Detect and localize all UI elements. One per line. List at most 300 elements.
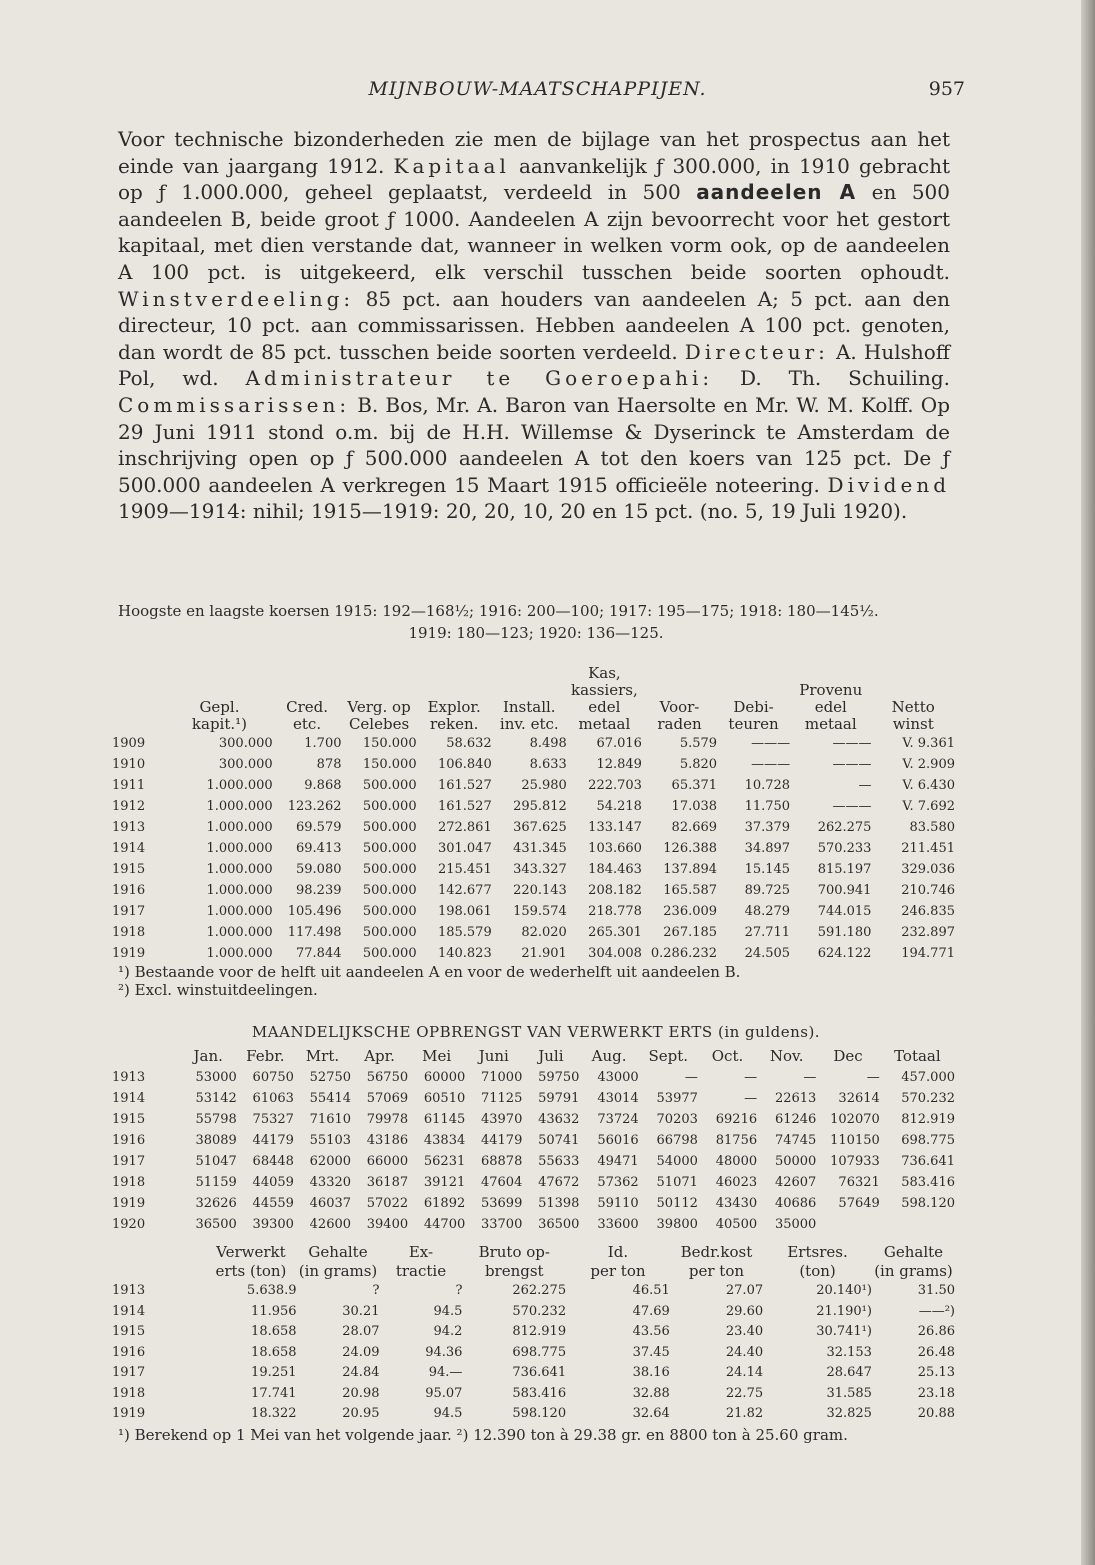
table-cell: ——²) xyxy=(918,1303,955,1319)
table-cell: 570.232 xyxy=(512,1303,567,1319)
table-row xyxy=(112,1322,955,1343)
table-cell: 81756 xyxy=(715,1133,758,1148)
year-cell: 1915 xyxy=(112,1112,146,1127)
table-cell: 218.778 xyxy=(588,904,642,919)
year-cell: 1914 xyxy=(112,841,146,856)
table-cell: 31.585 xyxy=(826,1385,872,1401)
table-cell: 68878 xyxy=(480,1154,523,1169)
table-cell: 1.000.000 xyxy=(206,883,273,898)
table-cell xyxy=(112,1262,205,1281)
table-cell: 457.000 xyxy=(901,1070,955,1085)
table-cell: Totaal xyxy=(894,1047,941,1065)
table-cell: — xyxy=(744,1091,758,1106)
table-row xyxy=(112,1214,955,1235)
table-cell: Bruto op- xyxy=(478,1243,550,1261)
table-cell: 49471 xyxy=(597,1154,639,1169)
table-row xyxy=(112,1088,955,1109)
table-cell: 150.000 xyxy=(362,736,417,751)
table-cell: 295.812 xyxy=(513,799,567,814)
table-cell: 500.000 xyxy=(362,778,417,793)
table-cell: Ertsres. xyxy=(787,1243,848,1261)
year-cell: 1918 xyxy=(112,925,146,940)
table-cell: Celebes xyxy=(348,715,410,733)
table-cell: 44179 xyxy=(252,1133,294,1148)
table-cell: Voor- xyxy=(659,698,700,716)
table-cell: Apr. xyxy=(364,1047,395,1065)
table-cell: 1.700 xyxy=(304,736,342,751)
table-cell: 5.820 xyxy=(679,757,718,772)
table-cell: 1.000.000 xyxy=(206,778,273,793)
table-cell: 5.579 xyxy=(679,736,718,751)
table-cell: 736.641 xyxy=(901,1154,955,1169)
table-cell: 43430 xyxy=(715,1196,758,1211)
ore-table xyxy=(112,1243,955,1425)
table-cell: edel xyxy=(814,698,847,716)
header-row xyxy=(112,699,955,716)
table-cell: 43320 xyxy=(309,1175,352,1190)
table-cell: 736.641 xyxy=(512,1365,567,1380)
table-cell: metaal xyxy=(804,715,857,733)
table-cell: 18.658 xyxy=(251,1324,297,1339)
table-cell: 40500 xyxy=(715,1217,758,1232)
year-cell: 1919 xyxy=(112,1196,146,1211)
table-cell: 105.496 xyxy=(287,904,342,919)
table-cell: 21.190¹) xyxy=(816,1303,872,1319)
table-cell: 301.047 xyxy=(437,841,492,856)
table-cell: 26.86 xyxy=(917,1324,955,1339)
header-row xyxy=(112,682,955,699)
table-cell: Kas, xyxy=(588,664,621,682)
table-cell: 367.625 xyxy=(513,820,567,835)
table-cell: 65.371 xyxy=(671,778,718,793)
table-cell: 57022 xyxy=(366,1196,409,1211)
year-cell: 1920 xyxy=(112,1217,146,1232)
monthly-table-body xyxy=(112,1067,955,1235)
year-cell: 1914 xyxy=(112,1091,146,1106)
table-cell: 500.000 xyxy=(362,925,417,940)
table-cell: 583.416 xyxy=(901,1175,955,1190)
table-cell: 69.579 xyxy=(296,820,342,835)
table-cell: 71610 xyxy=(309,1112,352,1127)
table-cell xyxy=(166,665,272,682)
table-cell: Juni xyxy=(478,1047,509,1065)
table-cell: 67.016 xyxy=(596,736,642,751)
table-cell: 56750 xyxy=(366,1070,409,1085)
table-cell: 812.919 xyxy=(901,1112,955,1127)
table-cell xyxy=(492,665,567,682)
table-cell: 26.48 xyxy=(917,1344,955,1360)
table-cell: 53699 xyxy=(480,1196,523,1211)
table-cell: 500.000 xyxy=(362,841,417,856)
year-cell: 1919 xyxy=(112,1406,146,1421)
table-cell: 53000 xyxy=(195,1070,237,1085)
table-cell: 43.56 xyxy=(632,1324,670,1339)
para-text-2: aanvankelijk ƒ 300.000, in 1910 gebracht op ƒ 1.000.000, geheel geplaatst, verdeeld in 500 xyxy=(118,153,950,205)
table-cell: Provenu xyxy=(799,681,863,699)
ore-table-footnote: ¹) Berekend op 1 Mei van het volgende jaar. ²) 12.390 ton à 29.38 gr. en 8800 ton à 25.60 gram. xyxy=(118,1426,848,1444)
table-cell: 82.020 xyxy=(521,925,567,940)
table-cell: Bedr.kost xyxy=(680,1243,753,1261)
spaced-term-directeur: Directeur: xyxy=(684,339,829,364)
table-cell: 500.000 xyxy=(362,799,417,814)
table-cell: 211.451 xyxy=(901,841,955,856)
table-cell: 32.88 xyxy=(632,1385,670,1401)
table-cell: erts (ton) xyxy=(215,1262,287,1280)
table-cell: 39400 xyxy=(366,1217,409,1232)
table-cell: 61063 xyxy=(252,1091,294,1106)
year-cell: 1916 xyxy=(112,1133,146,1148)
table-cell: per ton xyxy=(590,1262,646,1280)
table-cell: 23.40 xyxy=(725,1324,764,1339)
table-cell: teuren xyxy=(728,715,779,733)
table-cell: 40686 xyxy=(774,1196,817,1211)
table-cell: 698.775 xyxy=(512,1344,567,1360)
table-cell: Verwerkt xyxy=(216,1243,286,1261)
year-cell: 1913 xyxy=(112,1070,146,1085)
table-cell: 583.416 xyxy=(512,1385,567,1401)
table-cell: 29.60 xyxy=(725,1303,764,1319)
table-cell: 47.69 xyxy=(632,1303,670,1319)
table-cell xyxy=(112,682,166,699)
table-cell: 95.07 xyxy=(425,1385,463,1401)
table-cell: Debi- xyxy=(733,698,774,716)
table-cell: 51398 xyxy=(538,1196,580,1211)
table-cell: — xyxy=(803,1070,817,1085)
table-cell xyxy=(417,682,492,699)
table-cell: Oct. xyxy=(711,1047,744,1065)
table-cell xyxy=(642,682,717,699)
table-cell: 79978 xyxy=(366,1112,409,1127)
table-cell: Aug. xyxy=(591,1047,627,1065)
table-cell: 232.897 xyxy=(901,925,955,940)
table-cell: 21.901 xyxy=(521,946,567,961)
header-row xyxy=(112,716,955,733)
table-cell: 59791 xyxy=(538,1091,580,1106)
table-cell: V. 2.909 xyxy=(902,757,955,772)
table-cell: 69.413 xyxy=(296,841,342,856)
table-cell xyxy=(717,665,790,682)
table-cell: 57649 xyxy=(838,1196,880,1211)
bold-term-aandeelen-a: aandeelen A xyxy=(696,180,857,205)
table-cell: 246.835 xyxy=(901,904,955,919)
table-cell: 24.40 xyxy=(725,1344,764,1360)
table-cell: 66000 xyxy=(366,1154,409,1169)
para-text-4: 85 pct. aan houders van aandeelen A; 5 pct. aan den directeur, 10 pct. aan commissarissen. Hebben aandeelen A 100 pct. genoten, dan wordt de 85 pct. tusschen beide soorten verdeeld. xyxy=(118,286,950,364)
table-cell: V. 9.361 xyxy=(902,736,955,751)
table-cell: 133.147 xyxy=(588,820,642,835)
table-cell: 36500 xyxy=(195,1217,237,1232)
balance-table xyxy=(112,665,955,964)
table-cell: — xyxy=(684,1070,698,1085)
table-row xyxy=(112,1067,955,1088)
table-row xyxy=(112,901,955,922)
table-cell xyxy=(112,1243,205,1262)
table-cell: 44179 xyxy=(480,1133,523,1148)
year-cell: 1917 xyxy=(112,904,146,919)
table-cell: 59750 xyxy=(538,1070,580,1085)
table-cell: Gepl. xyxy=(199,698,240,716)
table-cell: 44700 xyxy=(423,1217,466,1232)
table-cell: 165.587 xyxy=(663,883,718,898)
table-cell: 44059 xyxy=(252,1175,294,1190)
year-cell: 1915 xyxy=(112,1324,146,1339)
table-cell: 46023 xyxy=(715,1175,758,1190)
table-cell: 9.868 xyxy=(304,778,342,793)
year-cell: 1913 xyxy=(112,1283,146,1298)
footnote: ¹) Bestaande voor de helft uit aandeelen A en voor de wederhelft uit aandeelen B. xyxy=(118,963,741,981)
year-cell: 1913 xyxy=(112,820,146,835)
ore-table-body xyxy=(112,1281,955,1425)
para-text-3: en 500 aandeelen B, beide groot ƒ 1000. Aandeelen A zijn bevoorrecht voor het gestort kapitaal, met dien verstande dat, wanneer in welken vorm ook, op de aandeelen A 100 pct. is uitgekeerd, elk verschil tusschen beide soorten ophoudt. xyxy=(118,180,950,284)
table-cell: 19.251 xyxy=(251,1365,297,1380)
table-cell: 55798 xyxy=(195,1112,237,1127)
table-cell: Ex- xyxy=(408,1243,434,1261)
table-cell: Jan. xyxy=(193,1047,223,1065)
table-cell: 500.000 xyxy=(362,904,417,919)
running-title: MIJNBOUW-MAATSCHAPPIJEN. xyxy=(368,78,707,100)
table-cell: 53977 xyxy=(656,1091,698,1106)
table-cell: 37.45 xyxy=(632,1344,670,1360)
table-cell: 60750 xyxy=(252,1070,294,1085)
header-row xyxy=(112,1243,955,1262)
table-cell: 73724 xyxy=(597,1112,639,1127)
table-cell: 123.262 xyxy=(287,799,342,814)
table-cell: 61246 xyxy=(774,1112,817,1127)
table-cell: winst xyxy=(892,715,934,733)
table-cell: 222.703 xyxy=(588,778,642,793)
table-cell: 27.711 xyxy=(744,925,791,940)
table-cell: 32.153 xyxy=(826,1344,872,1360)
table-cell: 23.18 xyxy=(917,1385,955,1401)
balance-table-body xyxy=(112,733,955,964)
table-cell: 61892 xyxy=(423,1196,466,1211)
spaced-term-kapitaal: Kapitaal xyxy=(393,153,510,178)
table-cell xyxy=(112,1045,180,1067)
table-cell xyxy=(880,1214,955,1235)
table-cell: 184.463 xyxy=(588,862,642,877)
table-cell: Gehalte xyxy=(308,1243,368,1261)
footnote: ²) Excl. winstuitdeelingen. xyxy=(118,981,318,999)
table-cell: 5.638.9 xyxy=(246,1283,297,1298)
table-cell: 117.498 xyxy=(287,925,342,940)
table-cell: 10.728 xyxy=(744,778,791,793)
table-cell: 94.— xyxy=(428,1365,463,1380)
table-cell: Nov. xyxy=(769,1047,804,1065)
table-cell: 103.660 xyxy=(588,841,642,856)
monthly-table-caption: MAANDELIJKSCHE OPBRENGST VAN VERWERKT ERTS (in guldens). xyxy=(251,1023,821,1041)
year-cell: 1918 xyxy=(112,1175,146,1190)
spaced-term-winstverdeeling: Winstverdeeling: xyxy=(118,286,355,311)
table-cell: 11.750 xyxy=(744,799,791,814)
table-cell: 42600 xyxy=(309,1217,352,1232)
table-row xyxy=(112,859,955,880)
table-cell xyxy=(717,682,790,699)
table-cell: 267.185 xyxy=(663,925,718,940)
table-cell xyxy=(273,665,342,682)
table-cell: 48000 xyxy=(715,1154,758,1169)
table-cell: 110150 xyxy=(830,1133,880,1148)
table-cell xyxy=(871,665,955,682)
table-cell: ? xyxy=(455,1283,463,1298)
table-cell: 262.275 xyxy=(817,820,872,835)
table-cell: (in grams) xyxy=(874,1262,953,1280)
table-row xyxy=(112,922,955,943)
table-cell: 198.061 xyxy=(437,904,492,919)
table-row xyxy=(112,733,955,754)
table-cell: 32626 xyxy=(195,1196,237,1211)
table-row xyxy=(112,1384,955,1405)
table-row xyxy=(112,1151,955,1172)
table-cell: ——— xyxy=(832,757,872,772)
table-cell: V. 6.430 xyxy=(902,778,955,793)
table-cell: 56016 xyxy=(597,1133,639,1148)
table-cell: Mrt. xyxy=(305,1047,340,1065)
table-cell: 70203 xyxy=(656,1112,698,1127)
table-cell: 50000 xyxy=(774,1154,817,1169)
table-cell: 500.000 xyxy=(362,883,417,898)
table-cell: 32.825 xyxy=(826,1406,872,1421)
table-cell: 1.000.000 xyxy=(206,925,273,940)
table-cell: 812.919 xyxy=(512,1324,567,1339)
table-cell: 22613 xyxy=(774,1091,817,1106)
table-cell: 44559 xyxy=(252,1196,294,1211)
table-cell: 194.771 xyxy=(901,946,955,961)
table-row xyxy=(112,943,955,964)
year-cell: 1909 xyxy=(112,736,146,751)
table-cell: 598.120 xyxy=(901,1196,955,1211)
table-cell xyxy=(492,682,567,699)
table-cell: 210.746 xyxy=(901,883,955,898)
table-cell: 55633 xyxy=(538,1154,580,1169)
table-cell: 570.233 xyxy=(817,841,872,856)
table-cell: 304.008 xyxy=(588,946,642,961)
table-cell: 71125 xyxy=(480,1091,523,1106)
table-cell: etc. xyxy=(293,715,322,733)
table-row xyxy=(112,1172,955,1193)
table-cell: 431.345 xyxy=(513,841,567,856)
table-cell: Netto xyxy=(891,698,935,716)
table-cell: 18.658 xyxy=(251,1344,297,1360)
table-cell: 500.000 xyxy=(362,862,417,877)
table-cell: ? xyxy=(372,1283,380,1298)
table-cell: 27.07 xyxy=(725,1283,764,1298)
table-row xyxy=(112,1193,955,1214)
ore-table-header xyxy=(112,1243,955,1281)
table-row xyxy=(112,817,955,838)
table-cell: 142.677 xyxy=(437,883,492,898)
table-cell: 28.07 xyxy=(342,1324,380,1339)
table-cell: 50741 xyxy=(538,1133,580,1148)
table-row xyxy=(112,1130,955,1151)
para-text-6: D. Th. Schuiling. xyxy=(713,366,950,391)
table-cell: — xyxy=(744,1070,758,1085)
table-cell: 54.218 xyxy=(596,799,642,814)
table-cell: 83.580 xyxy=(909,820,955,835)
table-cell: 55414 xyxy=(309,1091,352,1106)
table-cell: 107933 xyxy=(830,1154,880,1169)
table-cell: 24.14 xyxy=(725,1365,764,1380)
table-cell: 38089 xyxy=(195,1133,237,1148)
page-number: 957 xyxy=(928,78,965,100)
table-cell: 161.527 xyxy=(437,799,492,814)
table-cell: 1.000.000 xyxy=(206,946,273,961)
table-cell: 54000 xyxy=(656,1154,698,1169)
table-cell: 48.279 xyxy=(744,904,791,919)
table-cell: 300.000 xyxy=(218,757,273,772)
table-cell: 32.64 xyxy=(632,1406,670,1421)
table-cell: 22.75 xyxy=(725,1385,764,1401)
table-cell: Explor. xyxy=(427,698,481,716)
table-cell: Dec xyxy=(833,1047,863,1065)
table-cell: 76321 xyxy=(838,1175,880,1190)
price-range-line-2: 1919: 180—123; 1920: 136—125. xyxy=(408,624,664,642)
year-cell: 1917 xyxy=(112,1365,146,1380)
table-cell: 69216 xyxy=(715,1112,758,1127)
table-cell: 25.980 xyxy=(521,778,567,793)
table-cell: Sept. xyxy=(648,1047,689,1065)
table-cell: 8.633 xyxy=(529,757,567,772)
table-cell: 36187 xyxy=(366,1175,409,1190)
table-cell: 28.647 xyxy=(826,1365,872,1380)
table-cell: 39300 xyxy=(252,1217,294,1232)
table-cell xyxy=(166,682,272,699)
price-range xyxy=(118,600,954,644)
table-cell: 20.88 xyxy=(917,1406,955,1421)
table-cell: — xyxy=(866,1070,880,1085)
table-cell: 698.775 xyxy=(901,1133,955,1148)
header-row xyxy=(112,1045,955,1067)
table-cell: 57362 xyxy=(597,1175,639,1190)
table-cell: 815.197 xyxy=(817,862,872,877)
table-cell: 77.844 xyxy=(296,946,342,961)
table-cell: 98.239 xyxy=(296,883,342,898)
table-cell: inv. etc. xyxy=(499,715,559,733)
table-cell: 161.527 xyxy=(437,778,492,793)
table-cell: ——— xyxy=(832,736,872,751)
table-cell: 106.840 xyxy=(437,757,492,772)
table-cell: 570.232 xyxy=(901,1091,955,1106)
table-row xyxy=(112,880,955,901)
table-row xyxy=(112,1281,955,1302)
table-cell: 52750 xyxy=(309,1070,352,1085)
year-cell: 1910 xyxy=(112,757,146,772)
table-cell: 744.015 xyxy=(817,904,872,919)
table-cell: 20.140¹) xyxy=(816,1283,872,1298)
balance-table-header xyxy=(112,665,955,733)
table-cell xyxy=(112,716,166,733)
balance-table-footnotes xyxy=(118,963,954,999)
table-cell: 60000 xyxy=(423,1070,466,1085)
table-cell: 24.09 xyxy=(342,1344,380,1360)
table-cell xyxy=(342,682,417,699)
table-cell: V. 7.692 xyxy=(902,799,955,814)
table-cell: 21.82 xyxy=(725,1406,764,1421)
table-cell: 1.000.000 xyxy=(206,799,273,814)
table-cell: 94.36 xyxy=(425,1344,463,1360)
table-cell: 43834 xyxy=(423,1133,466,1148)
table-cell: reken. xyxy=(429,715,479,733)
table-cell: 43970 xyxy=(480,1112,523,1127)
table-cell: 262.275 xyxy=(512,1283,567,1298)
table-cell: 57069 xyxy=(366,1091,409,1106)
table-cell: 1.000.000 xyxy=(206,841,273,856)
table-cell xyxy=(112,699,166,716)
table-cell: 82.669 xyxy=(671,820,718,835)
year-cell: 1911 xyxy=(112,778,146,793)
table-cell: 591.180 xyxy=(817,925,872,940)
table-cell: 598.120 xyxy=(512,1406,567,1421)
table-cell: Verg. op xyxy=(347,698,411,716)
